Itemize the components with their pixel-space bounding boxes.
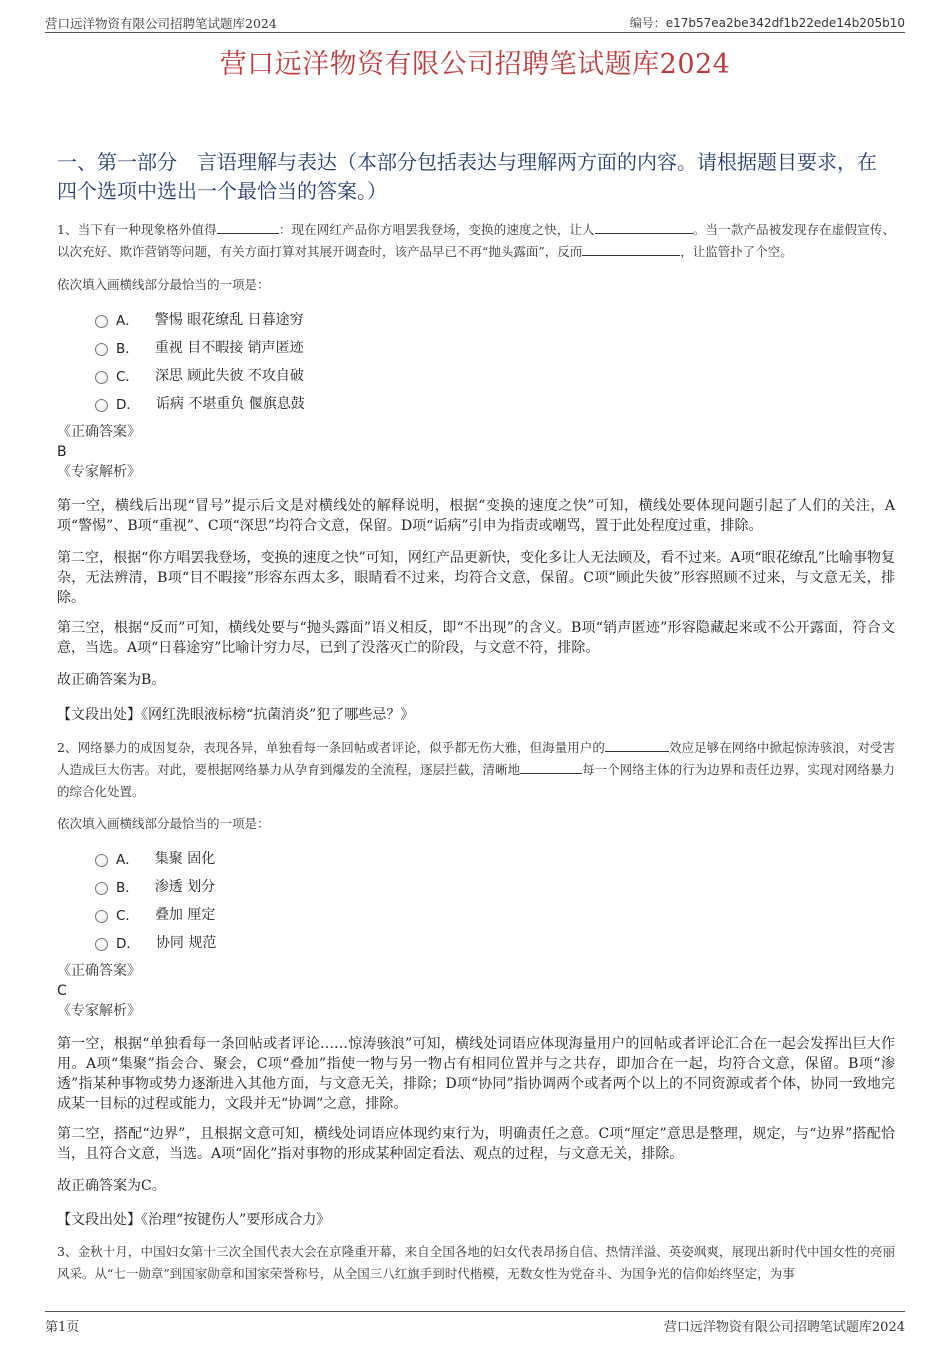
option-d[interactable] xyxy=(95,389,895,417)
question-2-answer xyxy=(57,961,895,1021)
analysis-label: 《专家解析》 xyxy=(57,1003,141,1019)
question-2-analysis xyxy=(57,1034,895,1114)
option-text: 叠加 厘定 xyxy=(154,907,216,923)
section-part-label: 一、第一部分 xyxy=(57,150,177,174)
fill-blank xyxy=(582,242,680,256)
question-2-analysis-2 xyxy=(57,1124,895,1164)
option-a[interactable] xyxy=(95,844,895,872)
option-text: 深思 顾此失彼 不攻自破 xyxy=(154,368,304,384)
q1-text-1: 1、当下有一种现象格外值得 xyxy=(57,222,217,237)
radio-icon[interactable] xyxy=(95,938,108,951)
q2-text-3: 每一个网络主体的行为边界和责任边界，实现对网络暴力的综合化处置。 xyxy=(57,762,895,799)
option-text: 警惕 眼花缭乱 日暮途穷 xyxy=(154,312,304,328)
question-2-conclusion xyxy=(57,1176,895,1196)
option-c[interactable] xyxy=(95,361,895,389)
source-citation: 【文段出处】《治理“按键伤人”要形成合力》 xyxy=(57,1212,331,1228)
radio-icon[interactable] xyxy=(95,882,108,895)
analysis-label: 《专家解析》 xyxy=(57,464,141,480)
radio-icon[interactable] xyxy=(95,315,108,328)
option-letter: A． xyxy=(116,852,139,868)
option-letter: D． xyxy=(116,397,140,413)
fill-blank xyxy=(605,738,669,752)
option-text: 集聚 固化 xyxy=(154,851,216,867)
radio-icon[interactable] xyxy=(95,854,108,867)
analysis-paragraph: 第二空，根据“你方唱罢我登场，变换的速度之快”可知，网红产品更新快，变化多让人无法顾及，看不过来。A项“眼花缭乱”比喻事物复杂，无法辨清，B项“目不暇接”形容东西太多，眼睛看不过来，均符合文意，保留。C项“顾此失彼”形容照顾不过来，与文意无关，排除。 xyxy=(57,550,895,606)
option-text: 渗透 划分 xyxy=(154,879,216,895)
page-number: 第1页 xyxy=(45,1320,80,1335)
analysis-conclusion: 故正确答案为C。 xyxy=(57,1178,166,1194)
page-footer xyxy=(45,1311,905,1334)
option-letter: A． xyxy=(116,313,139,329)
question-1-analysis-3 xyxy=(57,618,895,658)
option-c[interactable] xyxy=(95,900,895,928)
question-3-stem: 3、金秋十月，中国妇女第十三次全国代表大会在京隆重开幕，来自全国各地的妇女代表昂扬自信、热情洋溢、英姿飒爽，展现出新时代中国女性的亮丽风采。从“七一勋章”到国家勋章和国家荣誉称号，从全国三八红旗手到时代楷模，无数女性为党奋斗、为国争光的信仰始终坚定，为事 xyxy=(57,1244,895,1281)
radio-icon[interactable] xyxy=(95,399,108,412)
answer-value: C xyxy=(57,983,67,999)
answer-label: 《正确答案》 xyxy=(57,963,141,979)
question-2 xyxy=(57,737,895,803)
header-doc-title: 营口远洋物资有限公司招聘笔试题库2024 xyxy=(45,16,277,31)
option-letter: D． xyxy=(116,936,140,952)
q1-text-3: 。当一款产品被发现存在虚假宣传、以次充好、欺诈营销等问题，有关方面打算对其展开调查时，该产品早已不再“抛头露面”，反而 xyxy=(57,222,895,259)
q1-text-4: ，让监管扑了个空。 xyxy=(680,244,793,259)
radio-icon[interactable] xyxy=(95,910,108,923)
analysis-conclusion: 故正确答案为B。 xyxy=(57,672,166,688)
radio-icon[interactable] xyxy=(95,343,108,356)
q1-text-2: ：现在网红产品你方唱罢我登场，变换的速度之快，让人 xyxy=(278,222,595,237)
question-1-source xyxy=(57,704,895,724)
option-d[interactable] xyxy=(95,928,895,956)
fill-blank xyxy=(520,760,582,774)
question-1 xyxy=(57,219,895,263)
question-2-instruction: 依次填入画横线部分最恰当的一项是： xyxy=(57,816,270,831)
answer-value: B xyxy=(57,444,67,460)
question-1-conclusion xyxy=(57,670,895,690)
question-1-stem xyxy=(57,219,895,263)
fill-blank xyxy=(595,220,693,234)
analysis-paragraph: 第一空，根据“单独看每一条回帖或者评论……惊涛骇浪”可知，横线处词语应体现海量用户的回帖或者评论汇合在一起会发挥出巨大作用。A项“集聚”指会合、聚会，C项“叠加”指使一物与另一物占有相同位置并与之共存，即加合在一起，均符合文意，保留。B项“渗透”指某种事物或势力逐渐进入其他方面，与文意无关，排除；D项“协同”指协调两个或者两个以上的不同资源或者个体，协同一致地完成某一目标的过程或能力，文段并无“协调”之意，排除。 xyxy=(57,1036,895,1112)
q2-text-2: 效应足够在网络中掀起惊涛骇浪，对受害人造成巨大伤害。对此，要根据网络暴力从孕育到爆发的全流程，逐层拦截，清晰地 xyxy=(57,740,895,777)
radio-icon[interactable] xyxy=(95,371,108,384)
source-citation: 【文段出处】《网红洗眼液标榜“抗菌消炎”犯了哪些忌？》 xyxy=(57,707,415,723)
option-a[interactable] xyxy=(95,305,895,333)
question-2-source xyxy=(57,1209,895,1229)
option-text: 诟病 不堪重负 偃旗息鼓 xyxy=(155,396,305,412)
section-description: 言语理解与表达（本部分包括表达与理解两方面的内容。请根据题目要求，在四个选项中选出一个最恰当的答案。） xyxy=(57,150,877,203)
q2-text-1: 2、网络暴力的成因复杂，表现各异，单独看每一条回帖或者评论，似乎都无伤大雅，但海量用户的 xyxy=(57,740,605,755)
answer-label: 《正确答案》 xyxy=(57,424,141,440)
page-header xyxy=(45,12,905,33)
option-text: 重视 目不暇接 销声匿迹 xyxy=(154,340,304,356)
section-heading xyxy=(57,148,890,206)
analysis-paragraph: 第三空，根据“反而”可知，横线处要与“抛头露面”语义相反，即“不出现”的含义。B项“销声匿迹”形容隐藏起来或不公开露面，符合文意，当选。A项“日暮途穷”比喻计穷力尽，已到了没落灭亡的阶段，与文意不符，排除。 xyxy=(57,620,895,656)
option-text: 协同 规范 xyxy=(155,935,217,951)
option-letter: B． xyxy=(116,880,139,896)
option-b[interactable] xyxy=(95,872,895,900)
question-3 xyxy=(57,1241,895,1285)
question-2-hint xyxy=(57,814,895,832)
option-letter: B． xyxy=(116,341,139,357)
option-b[interactable] xyxy=(95,333,895,361)
page-title: 营口远洋物资有限公司招聘笔试题库2024 xyxy=(219,49,731,80)
analysis-paragraph: 第一空，横线后出现“冒号”提示后文是对横线处的解释说明，根据“变换的速度之快”可知，横线处要体现问题引起了人们的关注，A项“警惕”、B项“重视”、C项“深思”均符合文意，保留。D项“诟病”引申为指责或嘲骂，置于此处程度过重，排除。 xyxy=(57,498,895,534)
question-1-instruction: 依次填入画横线部分最恰当的一项是： xyxy=(57,277,270,292)
option-letter: C． xyxy=(116,369,139,385)
header-doc-id: 编号：e17b57ea2be342df1b22ede14b205b10 xyxy=(629,16,905,30)
question-1-answer xyxy=(57,422,895,482)
analysis-paragraph: 第二空，搭配“边界”，且根据文意可知，横线处词语应体现约束行为，明确责任之意。C项“厘定”意思是整理，规定，与“边界”搭配恰当，且符合文意，当选。A项“固化”指对事物的形成某种固定看法、观点的过程，与文意无关，排除。 xyxy=(57,1126,895,1162)
question-2-stem xyxy=(57,737,895,803)
question-1-options xyxy=(57,305,895,417)
question-1-hint xyxy=(57,275,895,293)
question-1-analysis xyxy=(57,496,895,536)
fill-blank xyxy=(217,220,279,234)
question-1-analysis-2 xyxy=(57,548,895,608)
option-letter: C． xyxy=(116,908,139,924)
question-2-options xyxy=(57,844,895,956)
footer-doc-title: 营口远洋物资有限公司招聘笔试题库2024 xyxy=(663,1320,905,1335)
